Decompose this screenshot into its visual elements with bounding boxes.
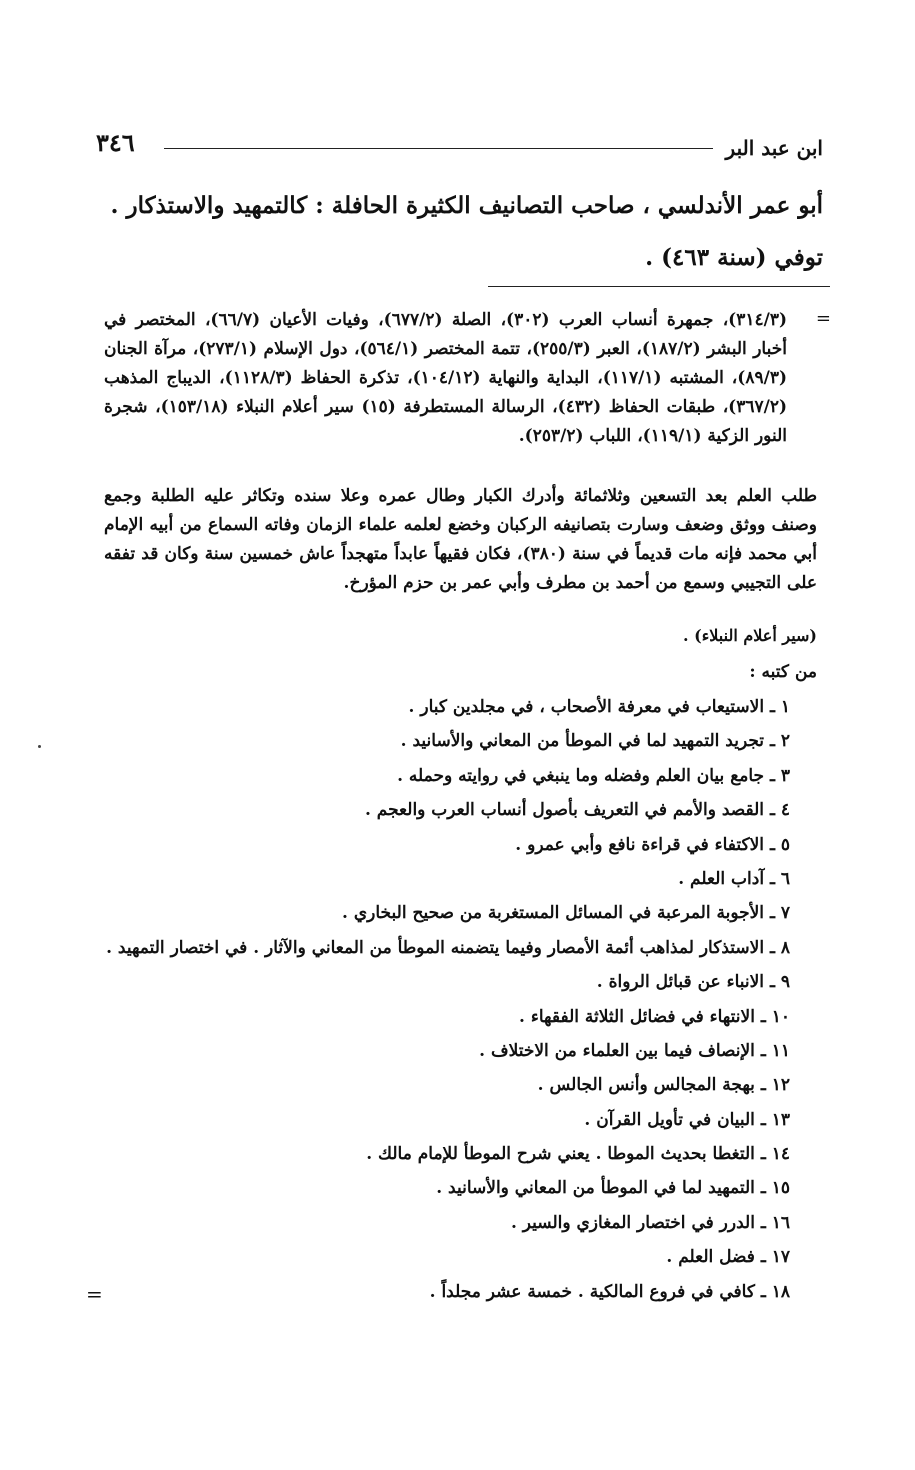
footnote-continuation-mark: = bbox=[815, 308, 831, 329]
book-item: ٥ ـ الاكتفاء في قراءة نافع وأبي عمرو . bbox=[515, 834, 790, 855]
running-head: ابن عبد البر bbox=[725, 136, 823, 160]
page-number: ٣٤٦ bbox=[96, 128, 135, 157]
bio-citation: (سير أعلام النبلاء) . bbox=[683, 626, 817, 645]
book-item: ٣ ـ جامع بيان العلم وفضله وما ينبغي في روايته وحمله . bbox=[397, 765, 790, 786]
book-item: ١٨ ـ كافي في فروع المالكية . خمسة عشر مجلداً . bbox=[429, 1281, 790, 1302]
book-item: ١٢ ـ بهجة المجالس وأنس الجالس . bbox=[537, 1075, 790, 1096]
footnote-sources bbox=[104, 306, 787, 451]
book-item: ١٥ ـ التمهيد لما في الموطأ من المعاني والأسانيد . bbox=[436, 1178, 790, 1199]
biography-paragraph bbox=[104, 482, 817, 598]
book-item: ١٣ ـ البيان في تأويل القرآن . bbox=[584, 1109, 790, 1130]
main-text bbox=[100, 180, 823, 284]
bio-text: طلب العلم بعد التسعين وثلاثمائة وأدرك الكبار وطال عمره وعلا سنده وتكاثر عليه الطلبة وجمع وصنف ووثق وضعف وسارت بتصانيفه الركبان وخضع لعلمه علماء الزمان وفاته السماع من أبيه الإمام أبي محمد فإنه مات قديماً في سنة (٣٨٠)، فكان فقيهاً عابداً متهجداً عاش خمسين سنة وكان قد تفقه على التجيبي وسمع من أحمد بن مطرف وأبي عمر بن حزم المؤرخ. bbox=[104, 486, 817, 593]
page-header bbox=[96, 128, 823, 164]
book-item: ١٧ ـ فضل العلم . bbox=[666, 1247, 790, 1268]
book-item: ٢ ـ تجريد التمهيد لما في الموطأ من المعاني والأسانيد . bbox=[400, 731, 790, 752]
book-item: ١ ـ الاستيعاب في معرفة الأصحاب ، في مجلدين كبار . bbox=[408, 697, 790, 717]
book-item: ١٠ ـ الانتهاء في فضائل الثلاثة الفقهاء . bbox=[519, 1006, 790, 1027]
book-item: ٤ ـ القصد والأمم في التعريف بأصول أنساب العرب والعجم . bbox=[364, 800, 790, 821]
book-item: ٩ ـ الانباء عن قبائل الرواة . bbox=[596, 972, 790, 993]
book-item: ٧ ـ الأجوبة المرعبة في المسائل المستغربة من صحيح البخاري . bbox=[342, 903, 790, 924]
book-item: ٨ ـ الاستذكار لمذاهب أئمة الأمصار وفيما يتضمنه الموطأ من المعاني والآثار . في اختصار التمهيد . bbox=[106, 937, 790, 958]
header-rule bbox=[164, 148, 713, 149]
footnote-separator bbox=[488, 286, 830, 287]
books-heading: من كتبه : bbox=[749, 662, 817, 682]
book-item: ١٦ ـ الدرر في اختصار المغازي والسير . bbox=[510, 1212, 790, 1233]
main-text-line-1: أبو عمر الأندلسي ، صاحب التصانيف الكثيرة الحافلة : كالتمهيد والاستذكار . bbox=[110, 192, 823, 219]
book-item: ٦ ـ آداب العلم . bbox=[678, 868, 790, 889]
scan-speck bbox=[38, 745, 41, 748]
sources-text: (٣١٤/٣)، جمهرة أنساب العرب (٣٠٢)، الصلة (٦٧٧/٢)، وفيات الأعيان (٦٦/٧)، المختصر في أخبار البشر (١٨٧/٢)، العبر (٢٥٥/٣)، تتمة المختصر (٥٦٤/١)، دول الإسلام (٢٧٣/١)، مرآة الجنان (٨٩/٣)، المشتبه (١١٧/١)، البداية والنهاية (١٠٤/١٢)، تذكرة الحفاظ (١١٢٨/٣)، الديباج المذهب (٣٦٧/٢)، طبقات الحفاظ (٤٣٢)، الرسالة المستطرفة (١٥) سير أعلام النبلاء (١٥٣/١٨)، شجرة النور الزكية (١١٩/١)، اللباب (٢٥٣/٢). bbox=[104, 310, 788, 446]
book-item: ١٤ ـ التغطا بحديث الموطا . يعني شرح الموطأ للإمام مالك . bbox=[366, 1144, 790, 1165]
continuation-mark-bottom: = bbox=[86, 1282, 103, 1306]
main-text-line-2: توفي (سنة ٤٦٣) . bbox=[645, 244, 823, 271]
book-item: ١١ ـ الإنصاف فيما بين العلماء من الاختلاف . bbox=[479, 1040, 790, 1061]
books-list bbox=[90, 690, 790, 1309]
